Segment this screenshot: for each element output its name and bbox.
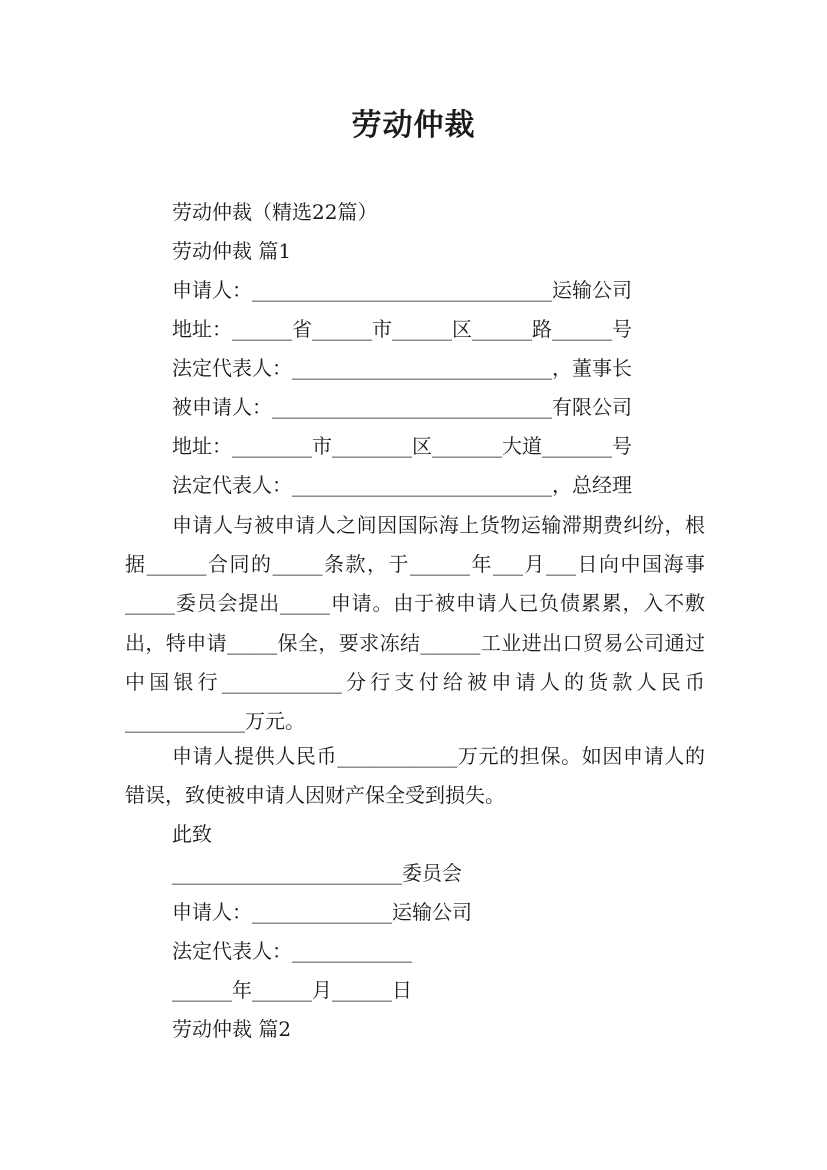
- salutation-line: 此致: [172, 822, 212, 846]
- document-title: 劳动仲裁: [351, 108, 476, 143]
- respondent-line: 被申请人：____________________________有限公司: [172, 395, 632, 419]
- signature-applicant-line: 申请人：______________运输公司: [172, 900, 472, 924]
- body-paragraph-2: 申请人提供人民币____________万元的担保。如因申请人的错误，致使被申请人因财产保全受到损失。: [125, 744, 705, 808]
- date-line: ______年______月______日: [172, 978, 412, 1002]
- section-heading-1: 劳动仲裁 篇1: [172, 239, 292, 263]
- applicant-representative-line: 法定代表人：__________________________，董事长: [172, 356, 632, 380]
- committee-line: _______________________委员会: [172, 861, 462, 885]
- body-paragraph-1: 申请人与被申请人之间因国际海上货物运输滞期费纠纷，根据______合同的_____条款，于______年___月___日向中国海事_____委员会提出_____申请。由于被申请人已负债累累，入不敷出，特申请_____保全，要求冻结______工业进出口贸易公司通过中国银行____________分行支付给被申请人的货款人民币____________万元。: [125, 513, 705, 734]
- subtitle-line: 劳动仲裁（精选22篇）: [172, 200, 378, 224]
- section-heading-2: 劳动仲裁 篇2: [172, 1017, 292, 1041]
- signature-representative-line: 法定代表人：____________: [172, 939, 412, 963]
- respondent-representative-line: 法定代表人：__________________________，总经理: [172, 473, 632, 497]
- applicant-line: 申请人：______________________________运输公司: [172, 278, 632, 302]
- applicant-address-line: 地址：______省______市______区______路______号: [172, 317, 632, 341]
- respondent-address-line: 地址：________市________区_______大道_______号: [172, 434, 632, 458]
